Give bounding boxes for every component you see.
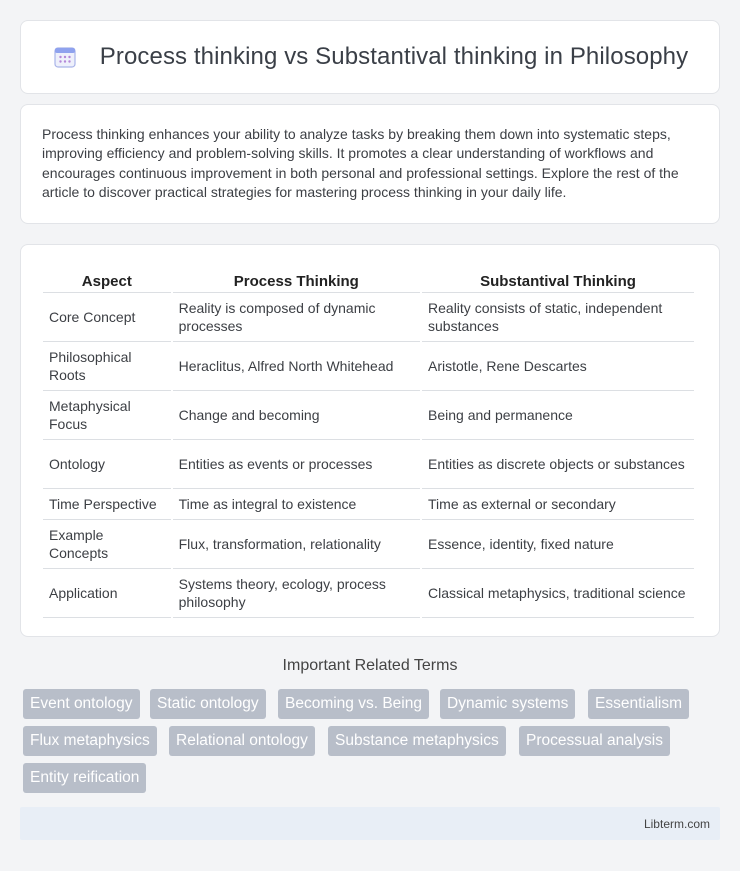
table-cell: Entities as discrete objects or substances [422,440,694,489]
header-card [20,20,720,94]
table-cell: Reality consists of static, independent substances [422,293,694,342]
table-cell: Aristotle, Rene Descartes [422,342,694,391]
tag-substance-metaphysics[interactable]: Substance metaphysics [328,726,506,756]
tag-becoming-vs-being[interactable]: Becoming vs. Being [278,689,429,719]
table-cell: Core Concept [43,293,171,342]
tag-entity-reification[interactable]: Entity reification [23,763,146,793]
table-row [43,440,694,489]
header-process-thinking: Process Thinking [173,267,420,293]
table-cell: Flux, transformation, relationality [173,520,420,569]
table-cell: Metaphysical Focus [43,391,171,440]
intro-text: Process thinking enhances your ability to analyze tasks by breaking them down into systematic steps, improving efficiency and problem-solving skills. It promotes a clear understanding of workflows and encourages continuous improvement in both personal and professional settings. Explore the rest of the article to discover practical strategies for mastering process thinking in your daily life. [42,126,679,200]
tag-flux-metaphysics[interactable]: Flux metaphysics [23,726,157,756]
table-header-row [43,267,694,293]
table-row [43,489,694,520]
table-cell: Classical metaphysics, traditional science [422,569,694,618]
tag-static-ontology[interactable]: Static ontology [150,689,266,719]
tag-processual-analysis[interactable]: Processual analysis [519,726,670,756]
comparison-table [41,267,696,618]
table-cell: Time as integral to existence [173,489,420,520]
page-title: Process thinking vs Substantival thinking in Philosophy [99,43,689,70]
table-cell: Heraclitus, Alfred North Whitehead [173,342,420,391]
calendar-icon [52,44,78,70]
table-cell: Entities as events or processes [173,440,420,489]
title-wrap [52,43,688,71]
table-cell: Time as external or secondary [422,489,694,520]
table-row [43,520,694,569]
table-cell: Being and permanence [422,391,694,440]
table-cell: Reality is composed of dynamic processes [173,293,420,342]
header-substantival-thinking: Substantival Thinking [422,267,694,293]
table-row [43,342,694,391]
footer-site-link[interactable]: Libterm.com [643,817,710,831]
table-cell: Example Concepts [43,520,171,569]
table-row [43,293,694,342]
tag-essentialism[interactable]: Essentialism [588,689,689,719]
table-cell: Essence, identity, fixed nature [422,520,694,569]
table-cell: Systems theory, ecology, process philosophy [173,569,420,618]
header-aspect: Aspect [43,267,171,293]
tag-event-ontology[interactable]: Event ontology [23,689,140,719]
comparison-table-card [20,244,720,637]
table-row [43,569,694,618]
table-cell: Application [43,569,171,618]
table-cell: Change and becoming [173,391,420,440]
tag-dynamic-systems[interactable]: Dynamic systems [440,689,575,719]
tag-relational-ontology[interactable]: Relational ontology [169,726,315,756]
table-cell: Ontology [43,440,171,489]
intro-card [20,104,720,224]
table-cell: Philosophical Roots [43,342,171,391]
table-cell: Time Perspective [43,489,171,520]
related-terms-title: Important Related Terms [282,657,458,674]
table-row [43,391,694,440]
footer [20,807,720,840]
